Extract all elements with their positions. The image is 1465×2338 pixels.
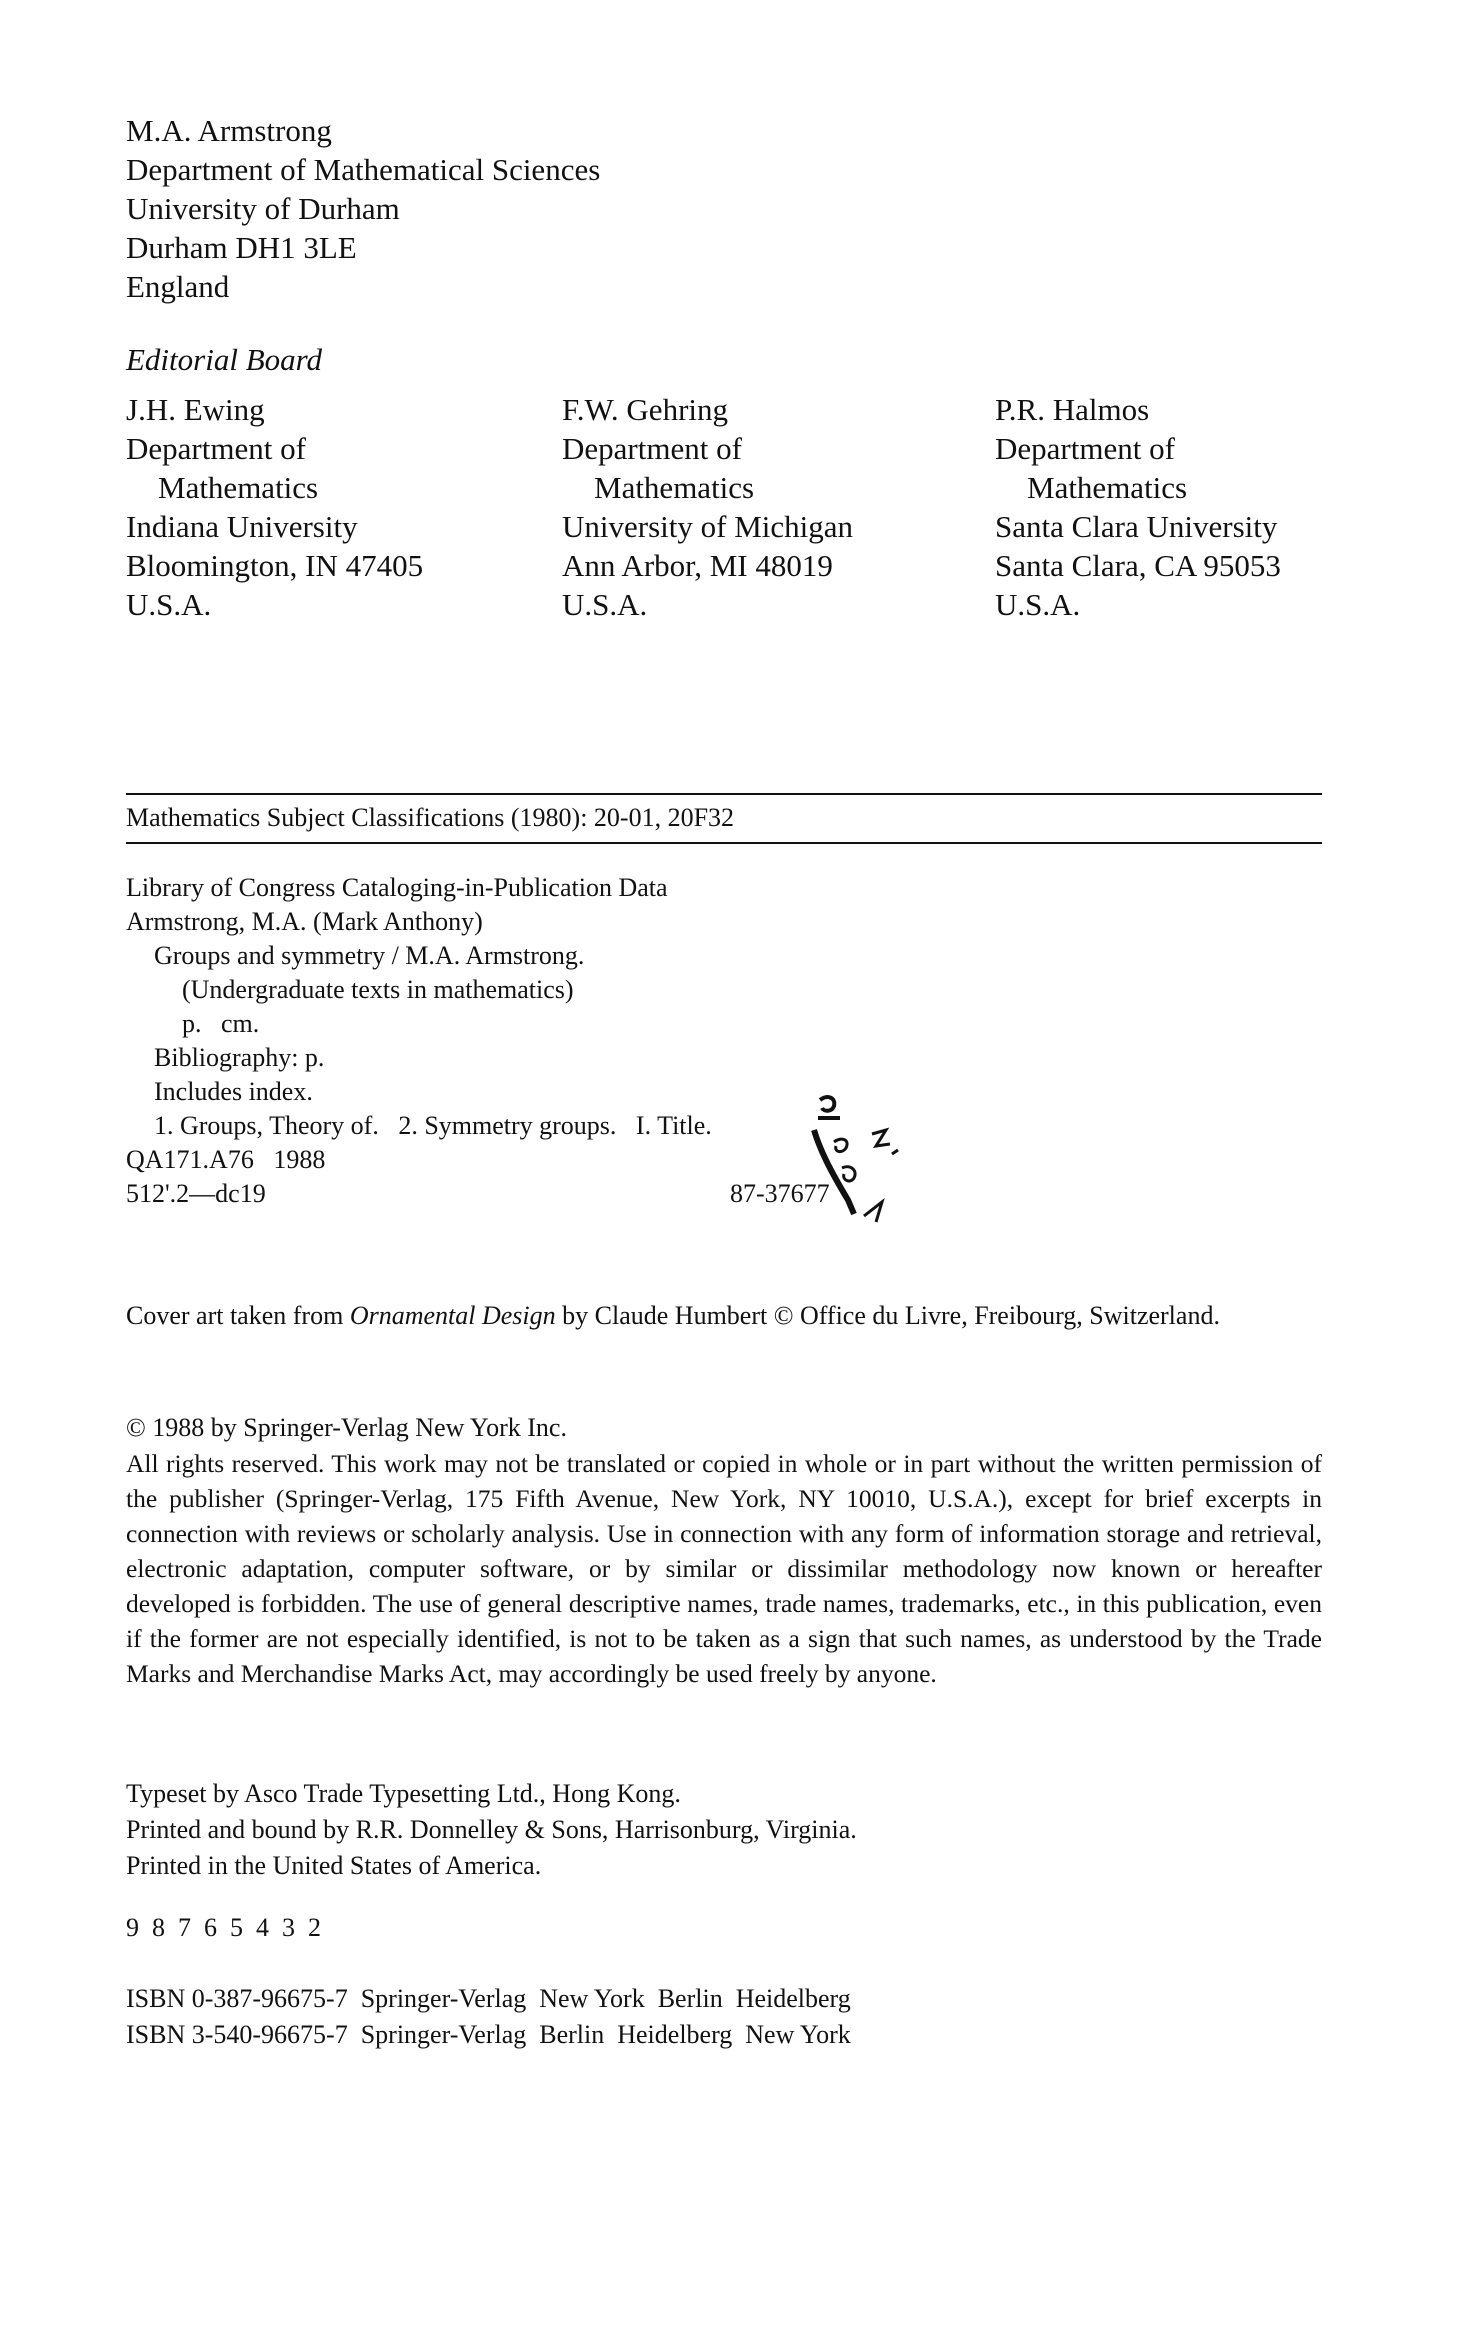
address-line: University of Durham — [126, 191, 400, 226]
cip-pcm: p. cm. — [182, 1009, 260, 1038]
member-city: Ann Arbor, MI 48019 — [562, 548, 833, 583]
isbn-line: ISBN 0-387-96675-7 Springer-Verlag New York Berlin Heidelberg — [126, 1984, 851, 2013]
divider-bottom — [126, 842, 1322, 844]
cip-author: Armstrong, M.A. (Mark Anthony) — [126, 907, 483, 936]
board-member — [126, 390, 423, 624]
member-univ: Indiana University — [126, 509, 358, 544]
member-country: U.S.A. — [126, 587, 212, 622]
member-dept: Department of — [995, 431, 1175, 466]
cip-subjects: 1. Groups, Theory of. 2. Symmetry groups. I. Title. — [154, 1111, 712, 1140]
member-city: Santa Clara, CA 95053 — [995, 548, 1281, 583]
member-name: F.W. Gehring — [562, 392, 729, 427]
address-line: Durham DH1 3LE — [126, 230, 357, 265]
cip-title: Groups and symmetry / M.A. Armstrong. — [154, 941, 585, 970]
cover-art-work: Ornamental Design — [349, 1301, 556, 1330]
cip-dewey: 512'.2—dc19 — [126, 1179, 266, 1208]
cover-art-suffix: by Claude Humbert © Office du Livre, Freibourg, Switzerland. — [555, 1301, 1220, 1330]
printing-line: 9 8 7 6 5 4 3 2 — [126, 1913, 321, 1942]
author-address — [126, 111, 600, 306]
member-name: J.H. Ewing — [126, 392, 265, 427]
copyright-notice: All rights reserved. This work may not be translated or copied in whole or in part without the written permission of the publisher (Springer-Verlag, 175 Fifth Avenue, New York, NY 10010, U.S.A.), except for brief excerpts in connection with reviews or scholarly analysis. Use in connection with any form of information storage and retrieval, electronic adaptation, computer software, or by similar or dissimilar methodology now known or hereafter developed is forbidden. The use of general descriptive names, trade names, trademarks, etc., in this publication, even if the former are not especially identified, is not to be taken as a sign that such names, as understood by the Trade Marks and Merchandise Marks Act, may accordingly be used freely by anyone. — [126, 1449, 1322, 1688]
cover-art-prefix: Cover art taken from — [126, 1301, 350, 1330]
member-country: U.S.A. — [995, 587, 1081, 622]
member-country: U.S.A. — [562, 587, 648, 622]
printed-bound-line: Printed and bound by R.R. Donnelley & Sons, Harrisonburg, Virginia. — [126, 1815, 857, 1844]
copyright-line: © 1988 by Springer-Verlag New York Inc. — [126, 1413, 567, 1442]
typeset-line: Typeset by Asco Trade Typesetting Ltd., Hong Kong. — [126, 1779, 681, 1808]
cip-lccn: 87-37677 — [730, 1179, 830, 1208]
member-dept: Department of — [562, 431, 742, 466]
printed-in-line: Printed in the United States of America. — [126, 1851, 542, 1880]
cip-index: Includes index. — [154, 1077, 313, 1106]
address-line: M.A. Armstrong — [126, 113, 332, 148]
cover-art-credit — [126, 1298, 1322, 1333]
isbn-block — [126, 1981, 851, 2053]
msc-classification: Mathematics Subject Classifications (1980): 20-01, 20F32 — [126, 803, 735, 832]
production-info — [126, 1776, 857, 1884]
board-member — [562, 390, 853, 624]
member-univ: Santa Clara University — [995, 509, 1278, 544]
editorial-board-title: Editorial Board — [126, 342, 323, 377]
member-dept: Department of — [126, 431, 306, 466]
address-line: England — [126, 269, 230, 304]
handwritten-mark — [790, 1090, 910, 1230]
member-name: P.R. Halmos — [995, 392, 1150, 427]
member-dept: Mathematics — [594, 470, 755, 505]
cip-series: (Undergraduate texts in mathematics) — [182, 975, 574, 1004]
cip-bibliography: Bibliography: p. — [154, 1043, 325, 1072]
cip-callno: QA171.A76 1988 — [126, 1145, 326, 1174]
cip-block — [126, 871, 1126, 1211]
member-city: Bloomington, IN 47405 — [126, 548, 424, 583]
board-member — [995, 390, 1281, 624]
member-dept: Mathematics — [158, 470, 319, 505]
member-univ: University of Michigan — [562, 509, 854, 544]
cip-heading: Library of Congress Cataloging-in-Publication Data — [126, 873, 668, 902]
isbn-line: ISBN 3-540-96675-7 Springer-Verlag Berlin Heidelberg New York — [126, 2020, 851, 2049]
divider-top — [126, 793, 1322, 795]
address-line: Department of Mathematical Sciences — [126, 152, 601, 187]
member-dept: Mathematics — [1027, 470, 1188, 505]
